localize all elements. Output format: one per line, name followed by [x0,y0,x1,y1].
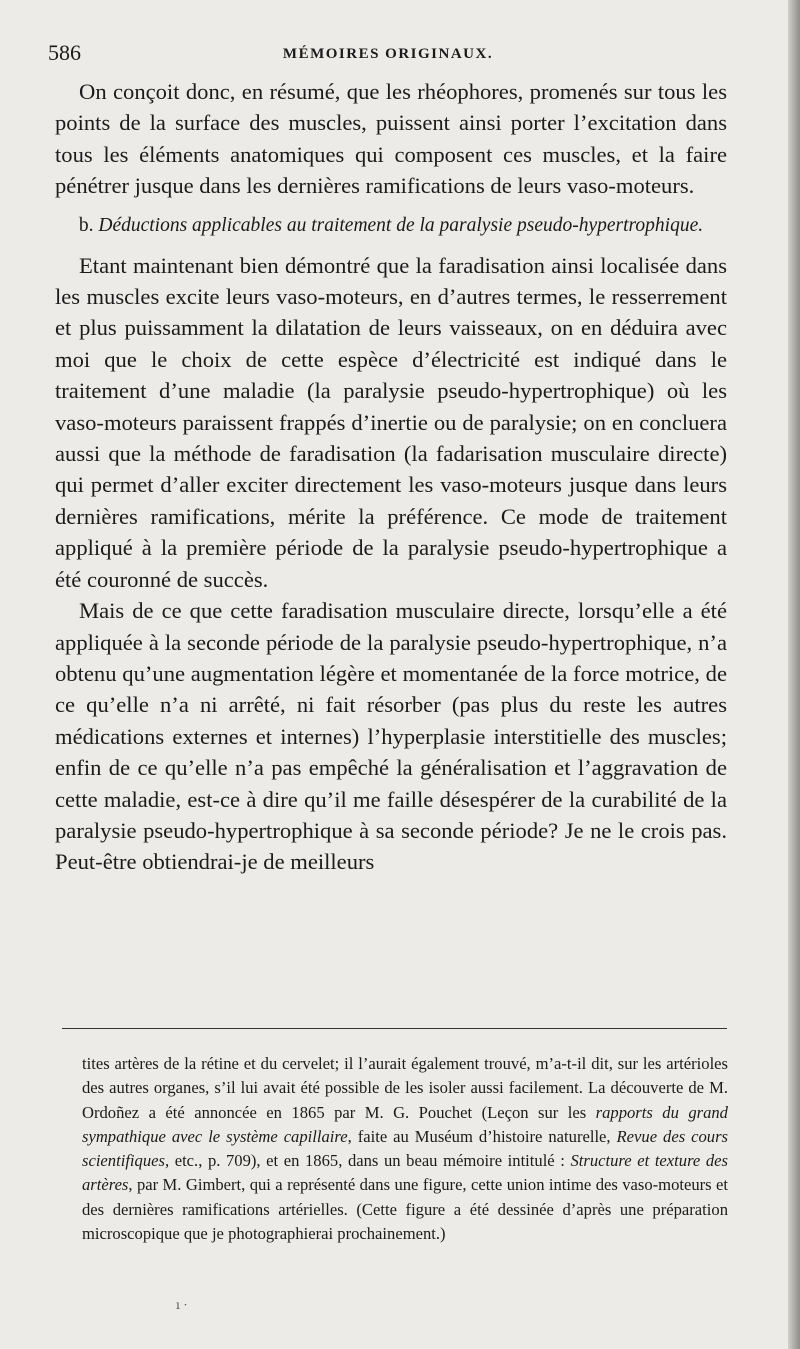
paragraph-2: Etant maintenant bien démontré que la faradisation ainsi localisée dans les muscles excite leurs vaso-moteurs, en d’autres termes, le resserrement et plus puissamment la dilatation de leurs vaisseaux, on en déduira avec moi que le choix de cette espèce d’électricité est indiqué dans le traitement d’une maladie (la paralysie pseudo-hypertrophique) où les vaso-moteurs paraissent frappés d’inertie ou de paralysie; on en concluera aussi que la méthode de faradisation (la fadarisation musculaire directe) qui permet d’aller exciter directement les vaso-moteurs jusque dans leurs dernières ramifications, mérite la préférence. Ce mode de traitement appliqué à la première période de la paralysie pseudo-hypertrophique a été couronné de succès. [55,252,727,592]
footnote-italic-1: rapports du grand sympathique avec le système capillaire [82,1102,728,1146]
footnote-text-1: tites artères de la rétine et du cervelet; il l’aurait également trouvé, m’a-t-il dit, sur les artérioles des autres organes, s’il lui avait été possible de les isoler aussi facilement. La découverte de M. Ordoñez a été annoncée en 1865 par M. G. Pouchet (Leçon sur les [82,1054,728,1122]
paragraph-3: Mais de ce que cette faradisation musculaire directe, lorsqu’elle a été appliquée à la seconde période de la paralysie pseudo-hypertrophique, n’a obtenu qu’une augmentation légère et momentanée de la force motrice, de ce qu’elle n’a ni arrêté, ni fait résorber (pas plus du reste les autres médications externes et internes) l’hyperplasie interstitielle des muscles; enfin de ce qu’elle n’a pas empêché la généralisation et l’aggravation de cette maladie, est-ce à dire qu’il me faille désespérer de la curabilité de la paralysie pseudo-hypertrophique à sa seconde période? Je ne le crois pas. Peut-être obtiendrai-je de meilleurs [55,598,727,875]
stray-mark: ı · [176,1298,188,1312]
section-heading [55,212,727,240]
footnote-divider [62,1028,727,1029]
footnote [82,1052,728,1246]
page-header [48,40,728,70]
running-head: MÉMOIRES ORIGINAUX. [282,46,494,62]
footnote-text-3: , etc., p. 709), et en 1865, dans un beau mémoire intitulé : [164,1151,571,1171]
footnote-italic-2: Revue des cours scientifiques [82,1126,728,1171]
paragraph-1: On conçoit donc, en résumé, que les rhéophores, promenés sur tous les points de la surface des muscles, puissent ainsi porter l’excitation dans tous les éléments anatomiques qui composent ces muscles, et la faire pénétrer jusque dans les dernières ramifications de leurs vaso-moteurs. [55,79,727,199]
footnote-italic-3: Structure et texture des artères [82,1151,728,1195]
section-letter: b. [78,214,94,236]
main-text [55,76,727,878]
page-edge [788,0,800,1349]
section-title: Déductions applicables au traitement de la paralysie pseudo-hypertrophique. [98,214,704,236]
footnote-text-2: , faite au Muséum d’histoire naturelle, [347,1126,617,1146]
page-number: 586 [48,40,81,65]
footnote-text-4: , par M. Gimbert, qui a représenté dans une figure, cette union intime des vaso-moteurs et des dernières ramifications artérielles. (Cette figure a été dessinée d’après une préparation microscopique que je photographierai prochainement.) [82,1175,728,1244]
